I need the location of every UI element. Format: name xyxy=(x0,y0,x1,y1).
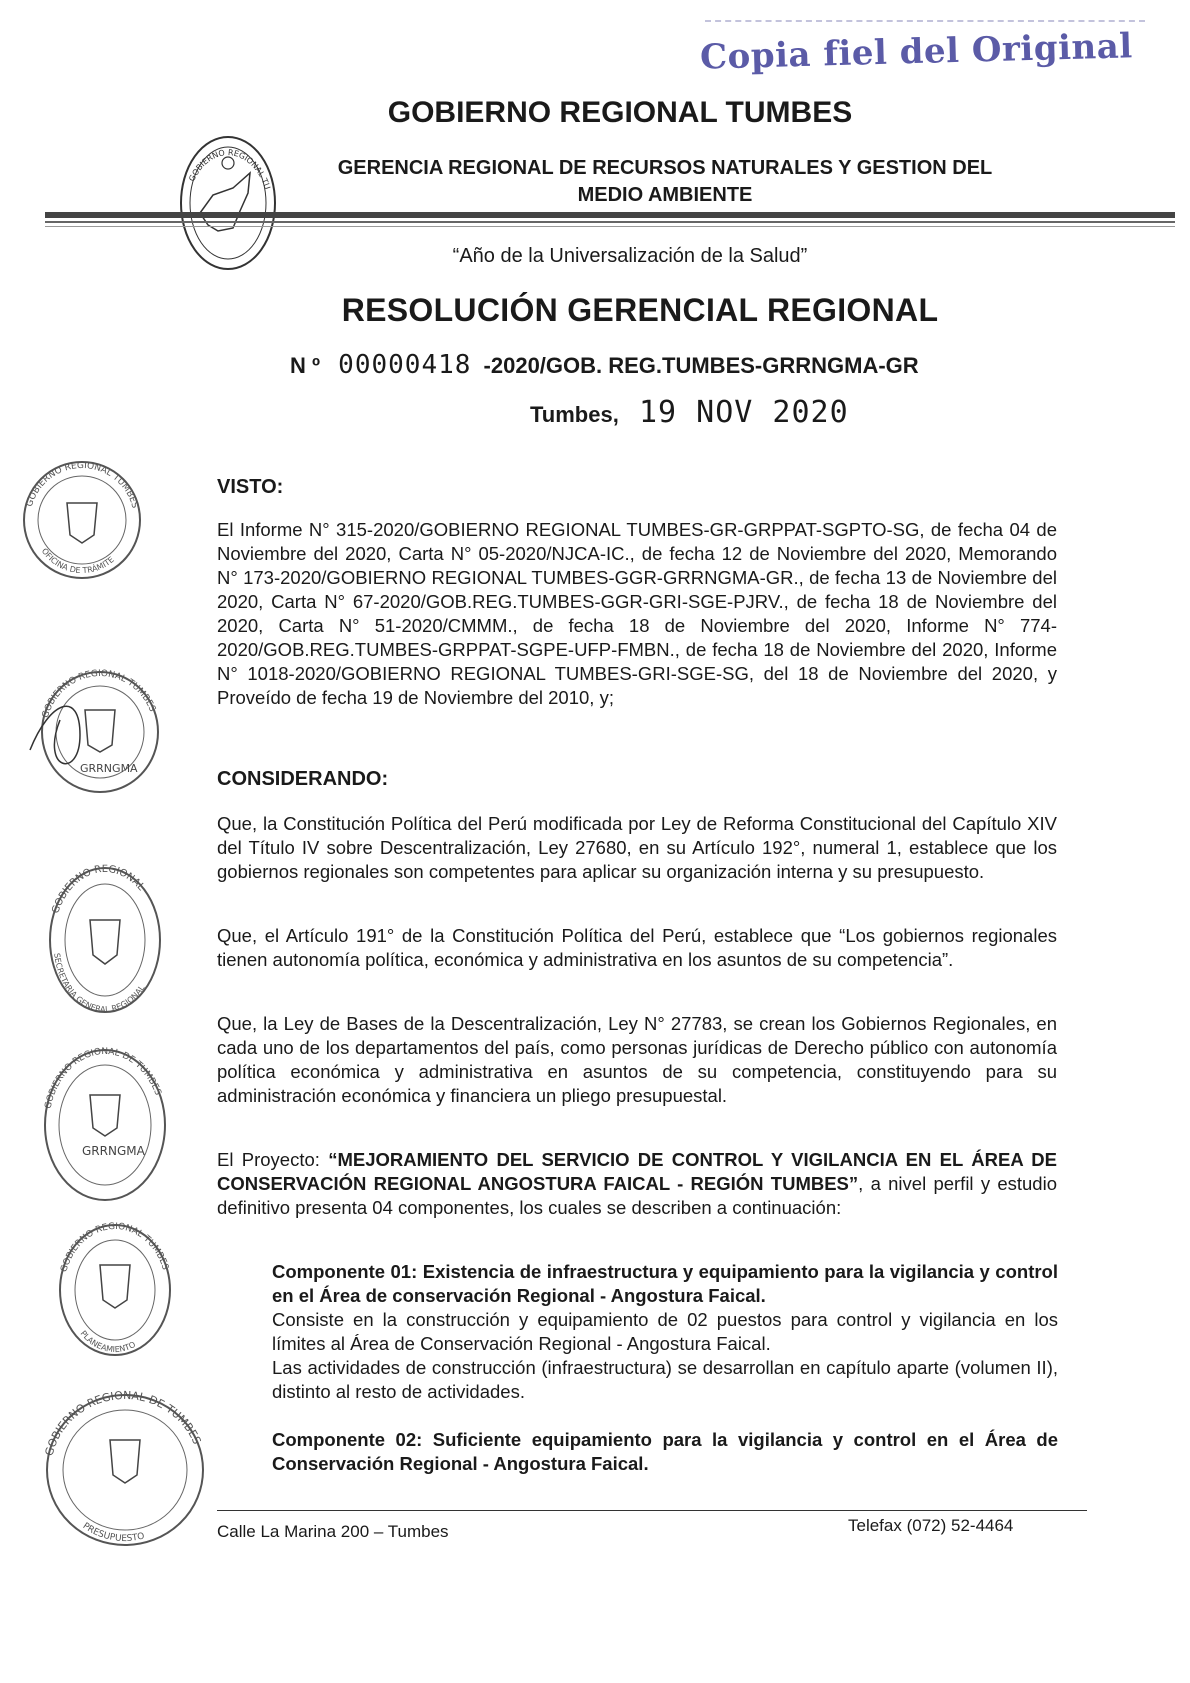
svg-text:SECRETARIA GENERAL REGIONAL xyxy=(52,953,146,1015)
svg-text:GOBIERNO REGIONAL DE TUMBES xyxy=(43,1389,204,1457)
date-stamp: 19 NOV 2020 xyxy=(638,395,849,430)
p4-suffix: , a nivel perfil y estudio definitivo presenta 04 componentes, los cuales se describen a continuación: xyxy=(217,1173,1057,1218)
seal-4 xyxy=(30,1040,180,1210)
seal-2 xyxy=(20,660,170,800)
svg-text:PRESUPUESTO xyxy=(81,1521,146,1544)
visto-heading: VISTO: xyxy=(217,476,284,498)
componente-02 xyxy=(272,1428,1058,1476)
date-label: Tumbes, xyxy=(530,402,619,427)
shield-icon xyxy=(67,503,97,543)
componente-02-label: Componente 02: xyxy=(272,1429,423,1450)
footer-rule xyxy=(217,1510,1087,1511)
considerando-p3: Que, la Ley de Bases de la Descentralización, Ley N° 27783, se crean los Gobiernos Regionales, en cada uno de los departamentos del país, como personas jurídicas de Derecho público con autonomía política económica y administrativa en asuntos de su competencia, constituyendo para su administración económica y financiera un pliego presupuestal. xyxy=(217,1013,1057,1106)
gerencia-name xyxy=(275,155,1055,209)
considerando-p1: Que, la Constitución Política del Perú modificada por Ley de Reforma Constitucional del Capítulo XIV del Título IV sobre Descentralización, Ley 27680, en su Artículo 192°, numeral 1, establece que los gobiernos regionales son competentes para aplicar su organización interna y su presupuesto. xyxy=(217,813,1057,882)
componente-01 xyxy=(272,1260,1058,1404)
svg-text:PLANEAMIENTO xyxy=(79,1329,137,1354)
sun-icon xyxy=(222,157,234,169)
considerando-p4 xyxy=(217,1148,1057,1220)
componente-01-desc1: Consiste en la construcción y equipamiento de 02 puestos para control y vigilancia en los límites al Área de Conservación Regional - Angostura Faical. xyxy=(272,1309,1058,1354)
componente-02-title: Suficiente equipamiento para la vigilancia y control en el Área de Conservación Regional - Angostura Faical. xyxy=(272,1429,1058,1474)
seal-5-text: GOBIERNO REGIONAL TUMBES xyxy=(59,1221,170,1274)
shield-icon xyxy=(110,1440,140,1483)
gerencia-line-1: GERENCIA REGIONAL DE RECURSOS NATURALES Y GESTION DEL xyxy=(337,157,993,179)
visto-text: El Informe N° 315-2020/GOBIERNO REGIONAL TUMBES-GR-GRPPAT-SGPTO-SG, de fecha 04 de Noviembre del 2020, Carta N° 05-2020/NJCA-IC., de fecha 12 de Noviembre del 2020, Memorando N° 173-2020/GOBIERNO REGIONAL TUMBES-GGR-GRRNGMA-GR., de fecha 13 de Noviembre del 2020, Carta N° 67-2020/GOB.REG.TUMBES-GGR-GRI-SGE-PJRV., de fecha 18 de Noviembre del 2020, Carta N° 51-2020/CMMM., de fecha 18 de Noviembre del 2020, Informe N° 774-2020/GOB.REG.TUMBES-GRPPAT-SGPE-UFP-FMBN., de fecha 18 de Noviembre del 2020, Informe N° 1018-2020/GOBIERNO REGIONAL TUMBES-GRI-SGE-SG, del 18 de Noviembre del 2020, y Proveído de fecha 19 de Noviembre del 2010, y; xyxy=(217,519,1057,708)
gerencia-line-2: MEDIO AMBIENTE xyxy=(577,184,753,206)
seal-1 xyxy=(12,455,162,585)
seal-5 xyxy=(50,1215,180,1365)
number-suffix: -2020/GOB. REG.TUMBES-GRRNGMA-GR xyxy=(483,353,919,378)
header-rule-thin xyxy=(45,226,1175,227)
year-motto: “Año de la Universalización de la Salud” xyxy=(452,245,808,267)
seal-4-bottom: GRRNGMA xyxy=(82,1144,145,1158)
certified-copy-stamp: Copia fiel del Original xyxy=(699,26,1134,78)
footer-phone: Telefax (072) 52-4464 xyxy=(848,1516,1014,1535)
shield-icon xyxy=(85,710,115,752)
seal-1-bottom: OFICINA DE TRÁMITE xyxy=(39,546,116,576)
seal-2-text: GOBIERNO REGIONAL TUMBES xyxy=(40,668,158,720)
componente-01-title: Existencia de infraestructura y equipamiento para la vigilancia y control en el Área de conservación Regional - Angostura Faical. xyxy=(272,1261,1058,1306)
svg-text:GOBIERNO REGIONAL xyxy=(50,864,146,915)
resolution-title: RESOLUCIÓN GERENCIAL REGIONAL xyxy=(341,292,939,328)
considerando-heading: CONSIDERANDO: xyxy=(217,768,389,790)
svg-text:GOBIERNO REGIONAL DE TUMBES xyxy=(44,1047,163,1110)
stamp-scan-line xyxy=(705,20,1145,22)
seal-2-bottom: GRRNGMA xyxy=(80,762,138,775)
number-prefix: N º xyxy=(290,353,321,378)
logo-text: GOBIERNO REGIONAL TU xyxy=(187,148,272,191)
seal-3-bottom: SECRETARIA GENERAL REGIONAL xyxy=(52,952,147,1015)
componente-01-desc2: Las actividades de construcción (infraestructura) se desarrollan en capítulo aparte (volumen II), distinto al resto de actividades. xyxy=(272,1357,1058,1402)
shield-icon xyxy=(90,920,120,964)
organization-title: GOBIERNO REGIONAL TUMBES xyxy=(387,96,853,129)
footer-address: Calle La Marina 200 – Tumbes xyxy=(217,1522,449,1541)
signature-mark xyxy=(30,706,80,763)
regional-logo xyxy=(178,133,278,273)
number-stamp: 00000418 xyxy=(338,350,472,380)
considerando-p2: Que, el Artículo 191° de la Constitución Política del Perú, establece que “Los gobiernos regionales tienen autonomía política, económica y administrativa en los asuntos de su competencia”. xyxy=(217,925,1057,970)
date-line xyxy=(530,395,849,430)
shield-icon xyxy=(100,1265,130,1308)
header-rule-mid xyxy=(45,221,1175,223)
resolution-number xyxy=(290,350,1050,380)
seal-4-text: GOBIERNO REGIONAL DE TUMBES xyxy=(43,1046,163,1110)
seal-6 xyxy=(35,1385,215,1555)
seal-3 xyxy=(40,860,170,1020)
seal-1-text: GOBIERNO REGIONAL TUMBES xyxy=(24,460,140,510)
componente-01-label: Componente 01: xyxy=(272,1261,418,1282)
project-name: “MEJORAMIENTO DEL SERVICIO DE CONTROL Y VIGILANCIA EN EL ÁREA DE CONSERVACIÓN REGIONAL ANGOSTURA FAICAL - REGIÓN TUMBES” xyxy=(217,1149,1057,1194)
header-rule-thick xyxy=(45,212,1175,218)
p4-prefix: El Proyecto: xyxy=(217,1149,329,1170)
seal-6-text: GOBIERNO REGIONAL DE TUMBES xyxy=(42,1388,204,1458)
seal-3-text: GOBIERNO REGIONAL xyxy=(50,863,147,916)
shield-icon xyxy=(90,1095,120,1136)
seal-5-bottom: PLANEAMIENTO xyxy=(78,1328,137,1355)
seal-6-bottom: PRESUPUESTO xyxy=(80,1521,146,1545)
